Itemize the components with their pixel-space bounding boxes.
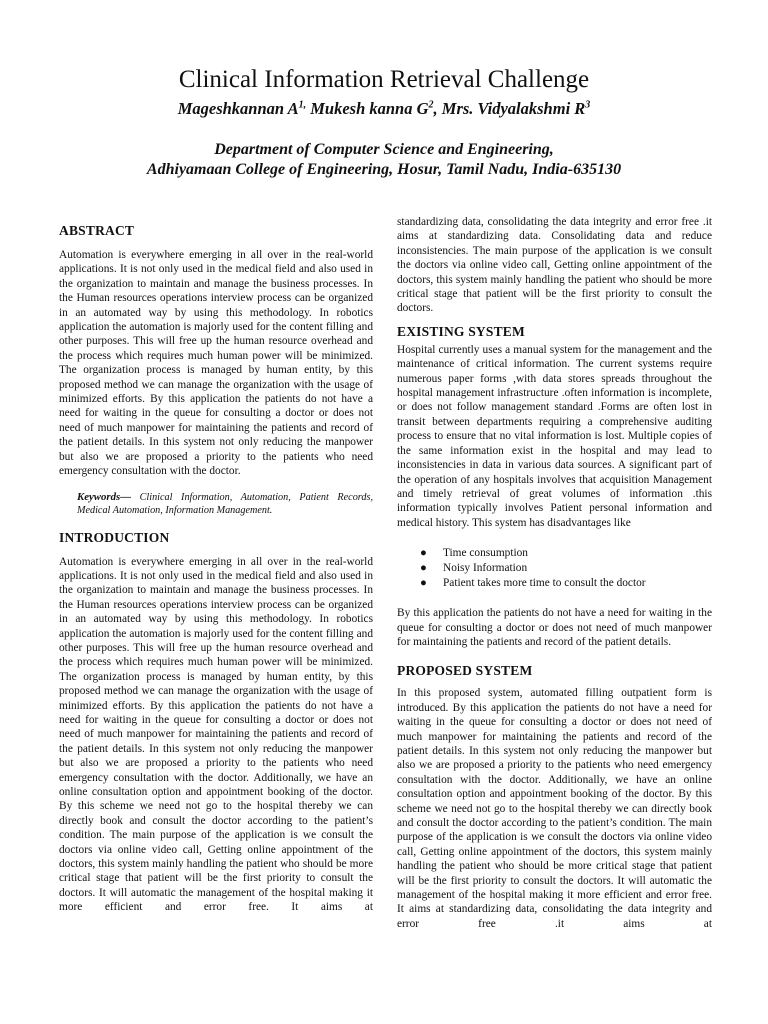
keywords-text: Clinical Information, Automation, Patient Records, Medical Automation, Information Management. xyxy=(77,491,373,516)
bullet-icon: ● xyxy=(420,562,427,575)
proposed-system-heading: PROPOSED SYSTEM xyxy=(397,663,533,679)
left-column xyxy=(59,223,373,915)
disadvantages-list xyxy=(397,546,712,591)
introduction-continued-text: standardizing data, consolidating the data integrity and error free .it aims at standardizing data. Consolidating data and reduce inconsistencies. The main purpose of the application is we consult the doctors via online video call, Getting online appointment of the doctors, this system mainly handling the patient who should be more critical stage that patient will be the first priority to consult the doctors. xyxy=(397,216,712,315)
keywords-label: Keywords— xyxy=(77,490,131,503)
abstract-text: Automation is everywhere emerging in all over in the real-world applications. It is not only used in the medical field and also used in the organization to maintain and manage the business processes. In the Human resources operations interview process can be organized in an automated way by using this methodology. In robotics application the automation is majorly used for the content filling and other purposes. This will free up the human resource overhead and the process which requires much human power will be minimized. The organization process is managed by human entity, by this proposed method we can manage the organization with the usage of minimized efforts. By this application the patients do not have a need for waiting in the queue for consulting a doctor or does not need of much manpower for maintaining the patients and record of the patient details. In this system not only reducing the manpower but also we are proposed a priority to the patients who need emergency consultation with the doctor. xyxy=(59,249,373,478)
keywords xyxy=(59,491,373,517)
list-item: ● Time consumption xyxy=(420,547,528,560)
introduction-text: Automation is everywhere emerging in all over in the real-world applications. It is not only used in the medical field and also used in the organization to maintain and manage the business processes. In the Human resources operations interview process can be organized in an automated way by using this methodology. In robotics application the automation is majorly used for the content filling and other purposes. This will free up the human resource overhead and the process which requires much human power will be minimized. The organization process is managed by human entity, by this proposed method we can manage the organization with the usage of minimized efforts. By this application the patients do not have a need for waiting in the queue for consulting a doctor or does not need of much manpower for maintaining the patients and record of the patient details. In this system not only reducing the manpower but also we are proposed a priority to the patients who need emergency consultation with the doctor. Additionally, we have an online consultation option and appointment booking of the doctor. By this scheme we need not go to the hospital thereby we can directly book and consult the doctor according to the patient’s condition. The main purpose of the application is we consult the doctors via online video call, Getting online appointment of the doctors, this system mainly handling the patient who should be more critical stage that patient will be the first priority to consult the doctors. It will automatic the management of the hospital making it more efficient and error free. It aims at xyxy=(59,555,373,914)
introduction-heading: INTRODUCTION xyxy=(59,529,170,545)
author-name: Mukesh kanna G xyxy=(306,99,429,118)
author-name: Mageshkannan A xyxy=(177,99,299,118)
abstract-heading: ABSTRACT xyxy=(59,223,135,238)
existing-system-heading: EXISTING SYSTEM xyxy=(397,323,525,339)
author-name: , Mrs. Vidyalakshmi R xyxy=(433,99,586,118)
college-line: Adhiyamaan College of Engineering, Hosur, Tamil Nadu, India-635130 xyxy=(146,161,622,178)
bullet-icon: ● xyxy=(420,547,427,560)
author-affiliation-mark: 1, xyxy=(298,99,307,111)
existing-system-text: Hospital currently uses a manual system for the management and the maintenance of critical information. The current systems require numerous paper forms ,with data stores spreads throughout the hospital management infrastructure .often information is incomplete, or does not follow management standard .Forms are often lost in transit between departments requiring a comprehensive auditing process to ensure that no vital information is lost. Multiple copies of the same information exist in the hospital and may lead to inconsistencies in data in various data sources. A significant part of the operation of any hospitals involves that acquisition Management and timely retrieval of great volumes of information .this information typically involves Patient personal information and medical history. This system has disadvantages like xyxy=(397,343,712,529)
author-affiliation-mark: 2 xyxy=(428,99,434,111)
proposed-system-text: In this proposed system, automated filling outpatient form is introduced. By this application the patients do not have a need for waiting in the queue for consulting a doctor or does not need of much manpower for maintaining the patients and record of the patient details. In this system not only reducing the manpower but also we are proposed a priority to the patients who need emergency consultation with the doctor. Additionally, we have an online consultation option and appointment booking of the doctor. By this scheme we need not go to the hospital thereby we can directly book and consult the doctor according to the patient’s condition. The main purpose of the application is we consult the doctors via online video call, Getting online appointment of the doctors, this system mainly handling the patient who should be more critical stage that patient will be the first priority to consult the doctors. It will automatic the management of the hospital making it more efficient and error free. It aims at standardizing data, consolidating the data integrity and error free .it aims at xyxy=(397,687,712,930)
paper-title: Clinical Information Retrieval Challenge xyxy=(178,66,590,93)
author-line xyxy=(0,99,768,119)
list-item: ● Patient takes more time to consult the doctor xyxy=(420,577,646,590)
author-affiliation-mark: 3 xyxy=(585,99,591,111)
bullet-icon: ● xyxy=(420,577,427,590)
right-column xyxy=(397,215,712,931)
list-item: ● Noisy Information xyxy=(420,562,528,575)
department-line: Department of Computer Science and Engineering, xyxy=(214,141,554,158)
existing-system-after-text: By this application the patients do not have a need for waiting in the queue for consulting a doctor or does not need of much manpower for maintaining the patients and record of the patient details. xyxy=(397,607,712,648)
